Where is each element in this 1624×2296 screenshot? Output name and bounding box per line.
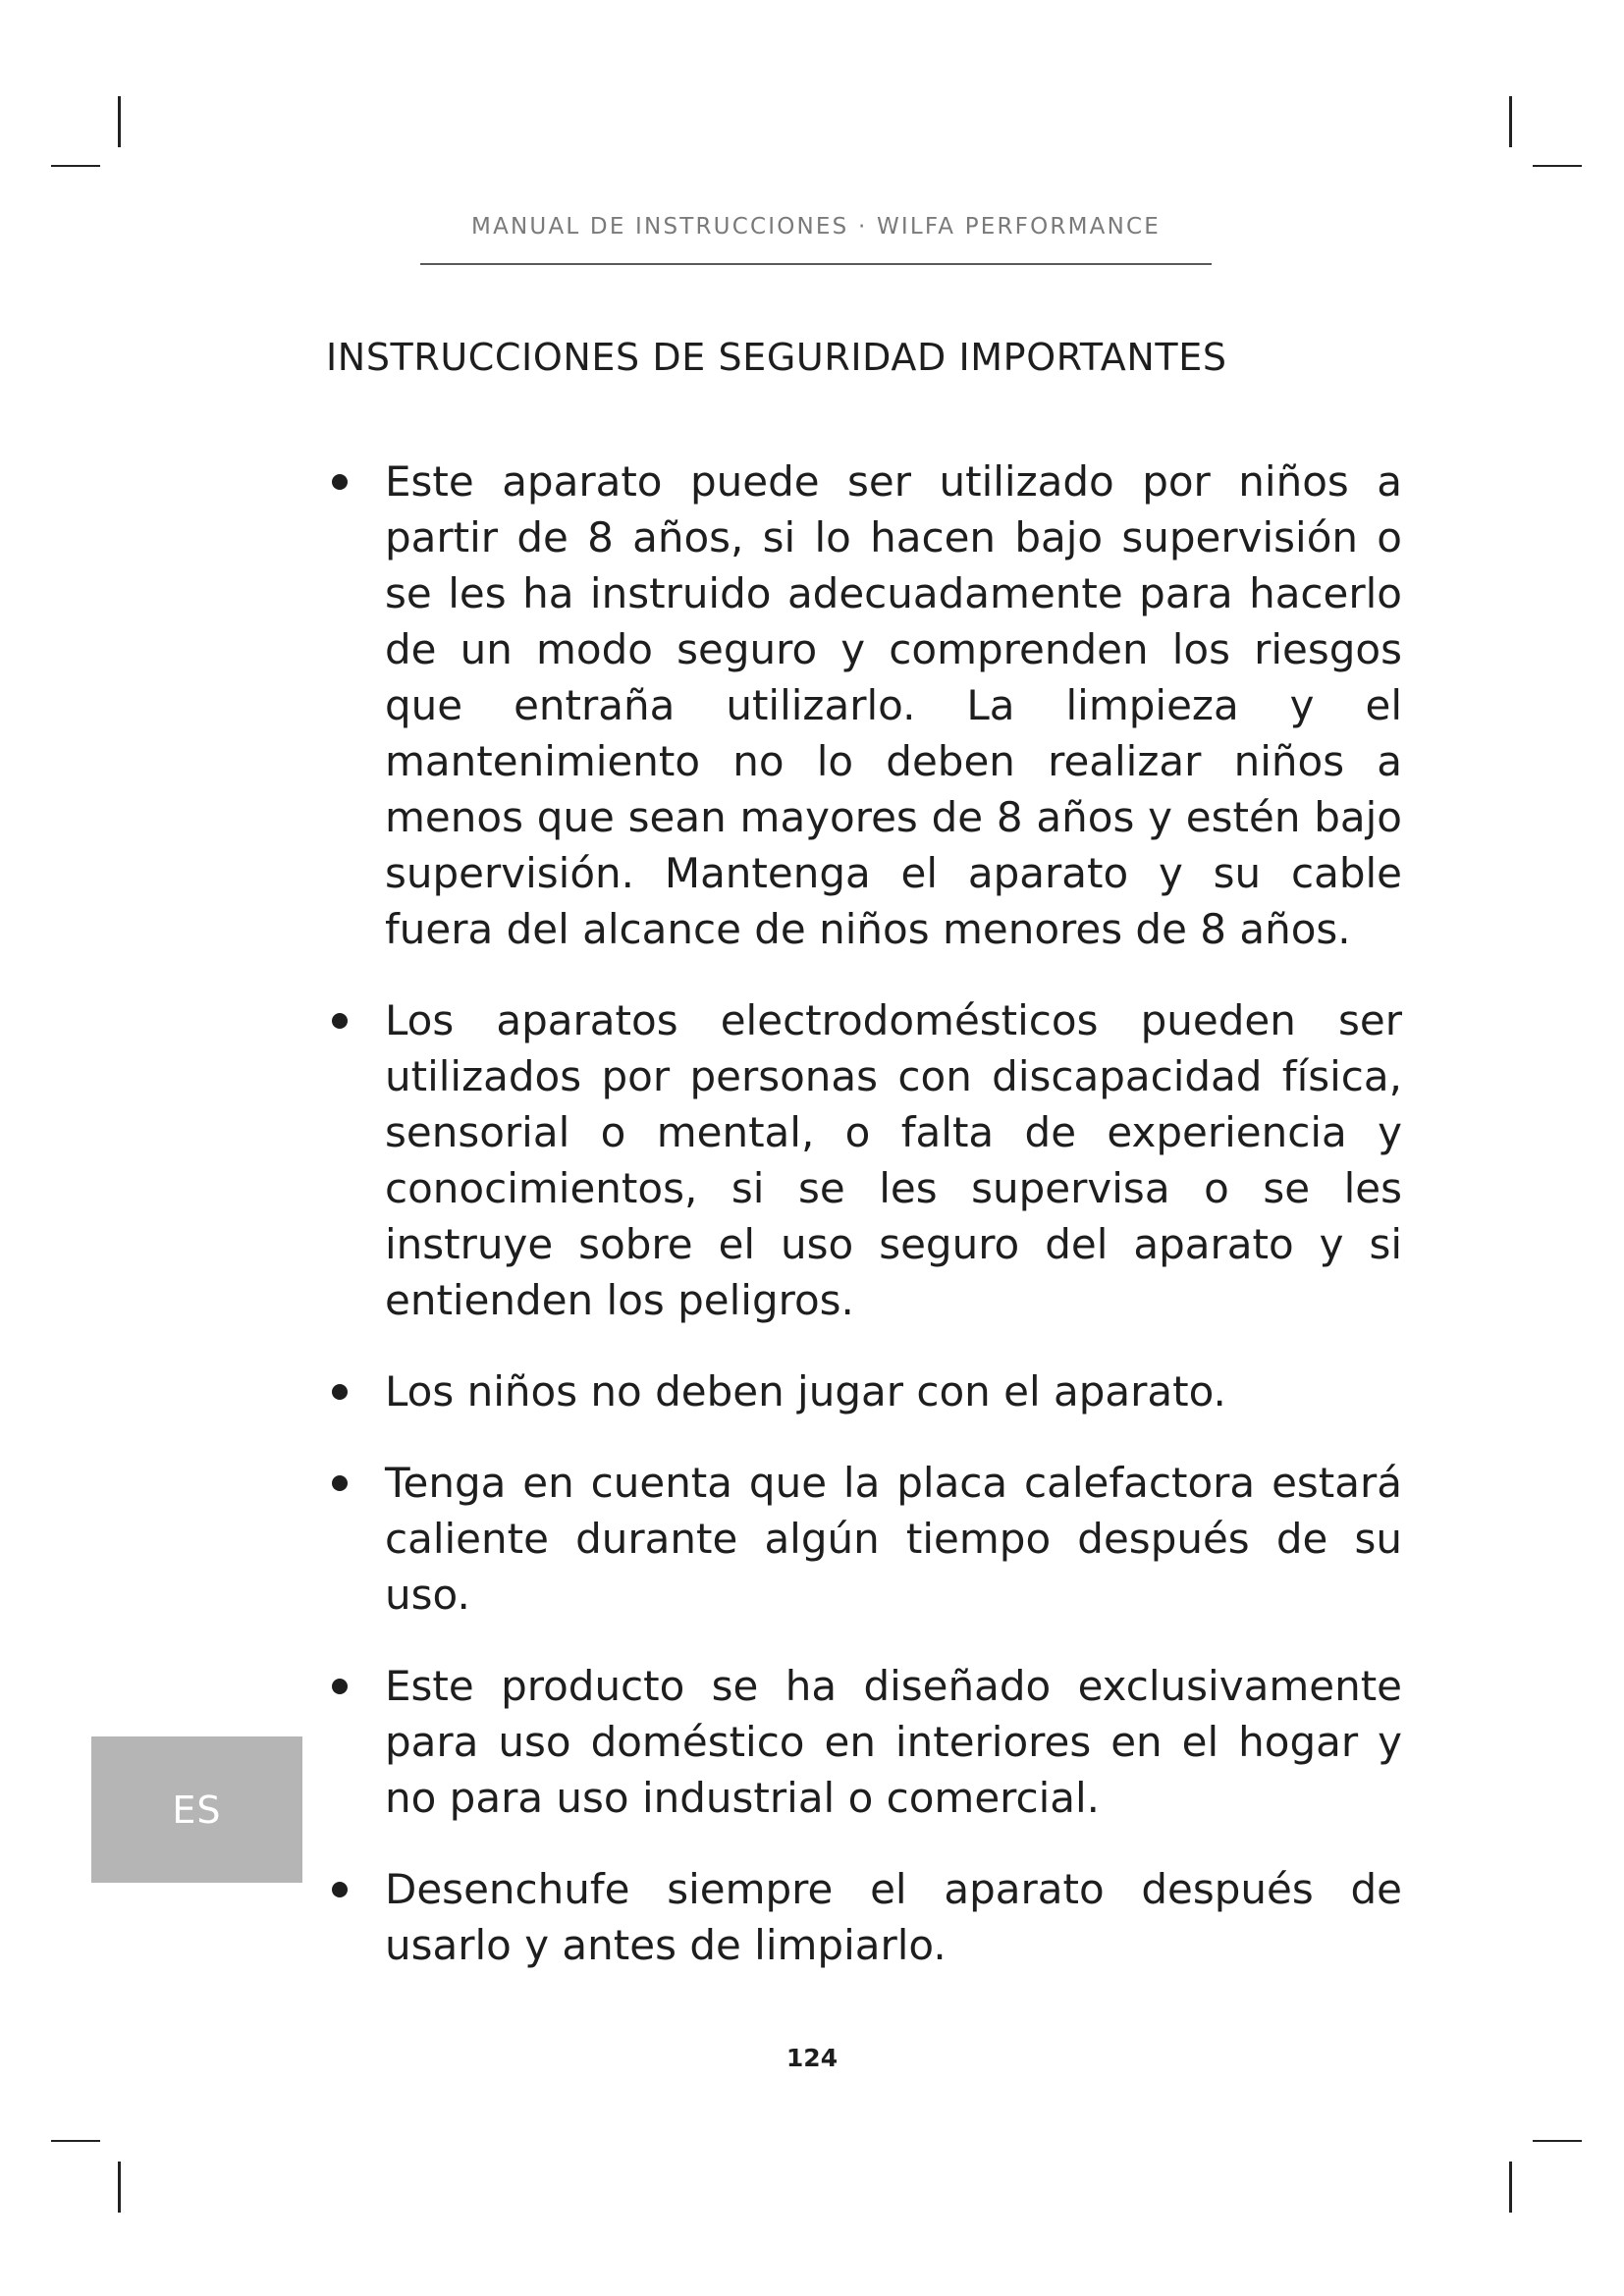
list-item-text: Los aparatos electrodomésticos pueden ser utilizados por personas con discapacidad física, sensorial o mental, o falta de experiencia y conocimientos, si se les supervisa o se les instruye sobre el uso seguro del aparato y si entienden los peligros. xyxy=(385,996,1402,1324)
bullet-icon xyxy=(332,474,348,490)
crop-mark-bottom-left-vertical xyxy=(118,2162,121,2213)
crop-mark-top-left-horizontal xyxy=(51,165,100,167)
list-item-text: Los niños no deben jugar con el aparato. xyxy=(385,1367,1226,1415)
list-item xyxy=(324,1658,1402,1826)
bullet-icon xyxy=(332,1679,348,1694)
safety-instructions-list xyxy=(324,454,1402,1973)
crop-mark-bottom-right-vertical xyxy=(1509,2162,1512,2213)
page-number: 124 xyxy=(785,2044,839,2072)
list-item-text: Tenga en cuenta que la placa calefactora estará caliente durante algún tiempo después de su uso. xyxy=(385,1459,1402,1619)
list-item-text: Este aparato puede ser utilizado por niños a partir de 8 años, si lo hacen bajo supervisión o se les ha instruido adecuadamente para hacerlo de un modo seguro y comprenden los riesgos que entraña utilizarlo. La limpieza y el mantenimiento no lo deben realizar niños a menos que sean mayores de 8 años y estén bajo supervisión. Mantenga el aparato y su cable fuera del alcance de niños menores de 8 años. xyxy=(385,457,1402,953)
language-tab-label: ES xyxy=(172,1788,222,1832)
bullet-icon xyxy=(332,1882,348,1897)
header-divider xyxy=(420,263,1212,265)
crop-mark-bottom-right-horizontal xyxy=(1533,2140,1582,2142)
running-header: MANUAL DE INSTRUCCIONES · WILFA PERFORMANCE xyxy=(471,214,1161,240)
bullet-icon xyxy=(332,1013,348,1029)
section-title: INSTRUCCIONES DE SEGURIDAD IMPORTANTES xyxy=(326,336,1227,379)
list-item xyxy=(324,992,1402,1328)
crop-mark-top-left-vertical xyxy=(118,96,121,147)
list-item xyxy=(324,1861,1402,1973)
list-item xyxy=(324,454,1402,957)
bullet-icon xyxy=(332,1384,348,1400)
crop-mark-bottom-left-horizontal xyxy=(51,2140,100,2142)
list-item xyxy=(324,1363,1402,1419)
crop-mark-top-right-horizontal xyxy=(1533,165,1582,167)
list-item-text: Este producto se ha diseñado exclusivamente para uso doméstico en interiores en el hogar y no para uso industrial o comercial. xyxy=(385,1662,1402,1822)
language-tab xyxy=(91,1736,302,1883)
list-item xyxy=(324,1455,1402,1623)
list-item-text: Desenchufe siempre el aparato después de usarlo y antes de limpiarlo. xyxy=(385,1865,1402,1969)
bullet-icon xyxy=(332,1475,348,1491)
crop-mark-top-right-vertical xyxy=(1509,96,1512,147)
